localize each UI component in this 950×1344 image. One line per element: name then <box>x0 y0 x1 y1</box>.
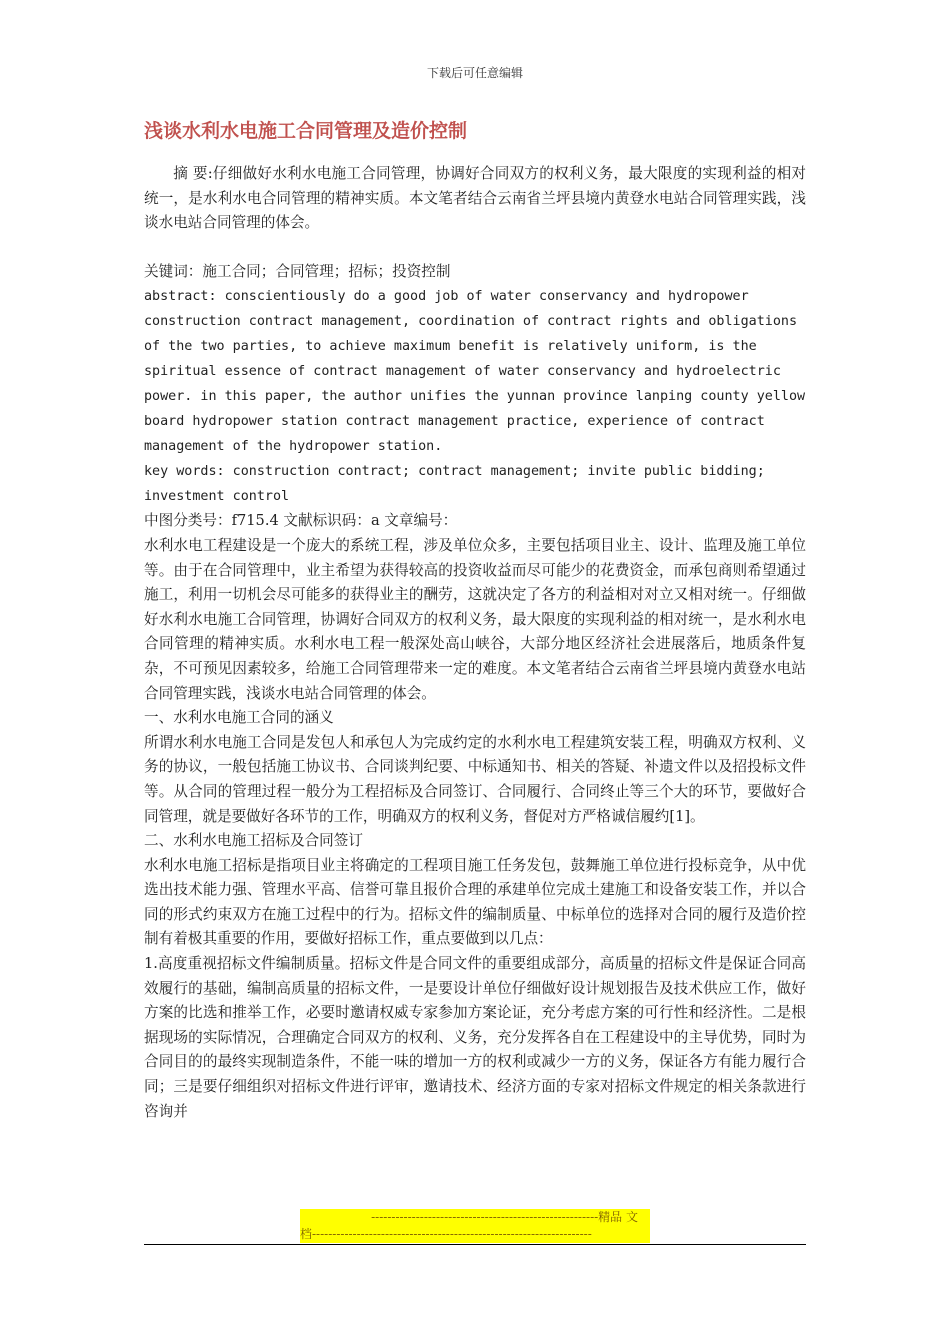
section-1-paragraph: 所谓水利水电施工合同是发包人和承包人为完成约定的水利水电工程建筑安装工程，明确双方权利、义务的协议，一般包括施工协议书、合同谈判纪要、中标通知书、相关的答疑、补遗文件以及招投标文件等。从合同的管理过程一般分为工程招标及合同签订、合同履行、合同终止等三个大的环节，要做好合同管理，就是要做好各环节的工作，明确双方的权利义务，督促对方严格诚信履约[1]。 <box>144 733 806 825</box>
spacer <box>144 236 806 260</box>
article-title: 浅谈水利水电施工合同管理及造价控制 <box>144 120 468 142</box>
abstract-zh: 摘 要:仔细做好水利水电施工合同管理，协调好合同双方的权利义务，最大限度的实现利益的相对统一，是水利水电合同管理的精神实质。本文笔者结合云南省兰坪县境内黄登水电站合同管理实践，浅谈水电站合同管理的体会。 <box>144 165 806 232</box>
abstract-en: abstract: conscientiously do a good job of water conservancy and hydropower construction contract management, coordination of contract rights and obligations of the two parties, to achieve maximum benefit is relatively uniform, is the spiritual essence of contract management of water conservancy and hydroelectric power. in this paper, the author unifies the yunnan province lanping county yellow board hydropower station contract management practice, experience of contract management of the hydropower station. <box>144 289 806 455</box>
section-2-heading: 二、水利水电施工招标及合同签订 <box>144 832 363 850</box>
article-body <box>144 162 806 1124</box>
section-2-paragraph: 水利水电施工招标是指项目业主将确定的工程项目施工任务发包，鼓舞施工单位进行投标竞争，从中优选出技术能力强、管理水平高、信誉可靠且报价合理的承建单位完成土建施工和设备安装工作，并以合同的形式约束双方在施工过程中的行为。招标文件的编制质量、中标单位的选择对合同的履行及造价控制有着极其重要的作用，要做好招标工作，重点要做到以几点： <box>144 856 806 948</box>
keywords-en: key words: construction contract; contract management; invite public bidding; investment control <box>144 464 765 505</box>
footer-line-1: --------------------------------------------------------精品 文 <box>300 1209 650 1226</box>
intro-paragraph: 水利水电工程建设是一个庞大的系统工程，涉及单位众多，主要包括项目业主、设计、监理及施工单位等。由于在合同管理中，业主希望为获得较高的投资收益而尽可能少的花费资金，而承包商则希望通过施工，利用一切机会尽可能多的获得业主的酬劳，这就决定了各方的利益相对对立又相对统一。仔细做好水利水电施工合同管理，协调好合同双方的权利义务，最大限度的实现利益的相对统一，是水利水电合同管理的精神实质。水利水电工程一般深处高山峡谷，大部分地区经济社会进展落后，地质条件复杂，不可预见因素较多，给施工合同管理带来一定的难度。本文笔者结合云南省兰坪县境内黄登水电站合同管理实践，浅谈水电站合同管理的体会。 <box>144 536 806 702</box>
keywords-zh: 关键词：施工合同；合同管理；招标；投资控制 <box>144 262 451 280</box>
footer-line-2: 档--------------------------------------------------------------------- <box>300 1226 650 1243</box>
section-1-heading: 一、水利水电施工合同的涵义 <box>144 709 334 727</box>
footer-rule <box>144 1244 806 1245</box>
page-header-note: 下载后可任意编辑 <box>426 66 523 80</box>
point-1-paragraph: 1.高度重视招标文件编制质量。招标文件是合同文件的重要组成部分，高质量的招标文件是保证合同高效履行的基础，编制高质量的招标文件，一是要设计单位仔细做好设计规划报告及技术供应工作，做好方案的比选和推举工作，必要时邀请权威专家参加方案论证，充分考虑方案的可行性和经济性。二是根据现场的实际情况，合理确定合同双方的权利、义务，充分发挥各自在工程建设中的主导优势，同时为合同目的的最终实现制造条件，不能一味的增加一方的权利或减少一方的义务，保证各方有能力履行合同；三是要仔细组织对招标文件进行评审，邀请技术、经济方面的专家对招标文件规定的相关条款进行咨询并 <box>144 955 806 1120</box>
classification-line: 中图分类号：f715.4 文献标识码：a 文章编号： <box>144 512 458 530</box>
footer-watermark <box>300 1209 650 1243</box>
